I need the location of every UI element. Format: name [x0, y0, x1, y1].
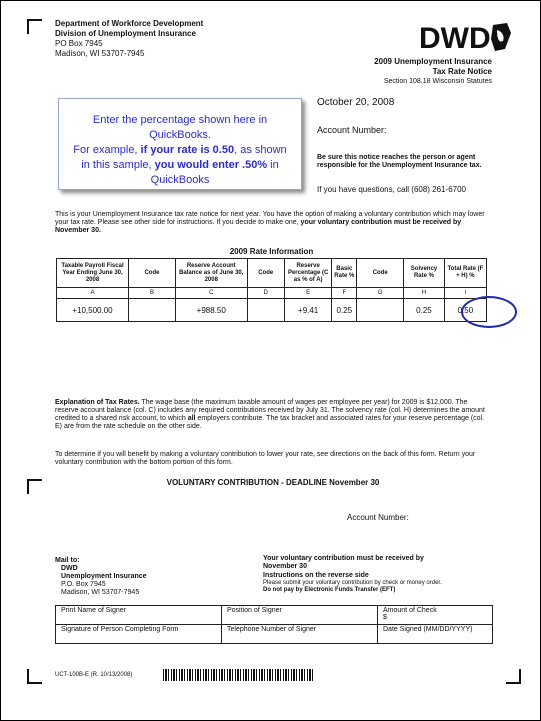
column-letter: G — [357, 288, 404, 299]
mail-to-line: DWD — [61, 565, 78, 572]
notice-title: 2009 Unemployment Insurance — [374, 57, 492, 66]
quickbooks-instruction-callout — [58, 98, 302, 190]
field-label: Print Name of Signer — [61, 607, 126, 614]
sender-line: Madison, WI 53707-7945 — [55, 49, 145, 58]
mail-to-line: P.O. Box 7945 — [61, 581, 106, 588]
signature-field[interactable] — [56, 625, 222, 644]
code-g-value — [357, 299, 404, 322]
statute-reference: Section 108.18 Wisconsin Statutes — [383, 78, 492, 85]
date-signed-field[interactable] — [378, 625, 493, 644]
column-letter: D — [247, 288, 284, 299]
explanation-text: employers contribute. The tax bracket and associated rates for your reserve percentage (col. E) are from the rate schedule on the other side. — [55, 415, 485, 430]
corner-mark-bottom-left — [27, 669, 42, 684]
callout-bold: you would enter .50% — [154, 159, 268, 171]
instructions-line: Instructions on the reverse side — [263, 572, 369, 579]
callout-text: , as shown in this sample, — [81, 144, 287, 171]
column-letter: H — [404, 288, 445, 299]
header-cell: Code — [247, 259, 284, 288]
column-letter: E — [284, 288, 332, 299]
notice-date: October 20, 2008 — [317, 97, 395, 108]
reserve-percentage-value: +9.41 — [284, 299, 332, 322]
sender-line: Department of Workforce Development — [55, 19, 204, 28]
amount-of-check-field[interactable] — [378, 606, 493, 625]
header-cell: Code — [128, 259, 175, 288]
voluntary-account-label: Account Number: — [347, 513, 409, 522]
header-cell: Reserve Account Balance as of June 30, 2008 — [175, 259, 247, 288]
total-rate-value: 0.50 — [444, 299, 486, 322]
eft-line: Do not pay by Electronic Funds Transfer (EFT) — [263, 587, 396, 593]
table-letter-row — [57, 288, 487, 299]
header-cell: Solvency Rate % — [404, 259, 445, 288]
field-label: Amount of Check — [383, 607, 437, 614]
total-rate-highlight-oval — [461, 296, 517, 328]
callout-text: in QuickBooks — [150, 159, 279, 186]
rate-table-title: 2009 Rate Information — [229, 247, 314, 256]
form-row — [56, 606, 493, 625]
intro-bold: your voluntary contribution must be received by November 30. — [55, 219, 462, 234]
explanation-text: The wage base (the maximum taxable amount of wages per employee per year) for 2009 is $12,000. The reserve account balance (col. C) includes any required contributions received by July 31. The solvency rate (col. H) determines the amount credited to a shared risk account, to which — [55, 399, 485, 422]
intro-paragraph — [55, 211, 491, 235]
barcode — [163, 669, 315, 681]
basic-rate-value: 0.25 — [332, 299, 357, 322]
submit-line: Please submit your voluntary contribution by check or money order. — [263, 580, 442, 586]
column-letter: A — [57, 288, 129, 299]
notice-subtitle: Tax Rate Notice — [432, 67, 492, 76]
intro-text: This is your Unemployment Insurance tax rate notice for next year. You have the option of making a voluntary contribution which may lower your tax rate. Please see other side for instructions. If you decide to make one, — [55, 211, 485, 226]
reserve-balance-value: +988.50 — [175, 299, 247, 322]
column-letter: C — [175, 288, 247, 299]
field-label: Date Signed (MM/DD/YYYY) — [383, 626, 473, 633]
sender-line: PO Box 7945 — [55, 39, 103, 48]
dwd-logo — [419, 19, 513, 55]
sender-address — [55, 19, 203, 59]
corner-mark-mid-left — [27, 479, 42, 494]
callout-example — [59, 143, 301, 188]
mail-to-line: Madison, WI 53707-7945 — [61, 589, 140, 596]
header-cell: Taxable Payroll Fiscal Year Ending June 30, 2008 — [57, 259, 129, 288]
received-block — [263, 555, 493, 594]
questions-phone: If you have questions, call (608) 261-6700 — [317, 185, 466, 194]
amount-value: $ — [383, 614, 387, 621]
explanation-bold: all — [187, 415, 196, 422]
field-label: Telephone Number of Signer — [227, 626, 317, 633]
reach-notice: Be sure this notice reaches the person or agent responsible for the Unemployment Insurance tax. — [317, 154, 482, 169]
column-letter: B — [128, 288, 175, 299]
mail-to-label: Mail to: — [55, 557, 80, 564]
solvency-rate-value: 0.25 — [404, 299, 445, 322]
code-d-value — [247, 299, 284, 322]
header-cell: Code — [357, 259, 404, 288]
table-header-row — [57, 259, 487, 288]
explanation-title: Explanation of Tax Rates. — [55, 399, 140, 406]
callout-text: For example, — [73, 144, 141, 156]
field-label: Position of Signer — [227, 607, 282, 614]
rate-information-table — [56, 258, 487, 322]
header-cell: Reserve Percentage (C as % of A) — [284, 259, 332, 288]
column-letter: I — [444, 288, 486, 299]
telephone-field[interactable] — [222, 625, 378, 644]
position-field[interactable] — [222, 606, 378, 625]
header-cell: Basic Rate % — [332, 259, 357, 288]
explanation-paragraph — [55, 399, 491, 431]
corner-mark-bottom-right — [506, 669, 521, 684]
mail-to-line: Unemployment Insurance — [61, 573, 147, 580]
form-code: UCT-100B-E (R. 10/13/2008) — [55, 672, 133, 678]
column-letter: F — [332, 288, 357, 299]
form-row — [56, 625, 493, 644]
print-name-field[interactable] — [56, 606, 222, 625]
field-label: Signature of Person Completing Form — [61, 626, 179, 633]
corner-mark-top-left — [27, 19, 42, 34]
received-date: November 30 — [263, 563, 307, 570]
benefit-paragraph: To determine if you will benefit by making a voluntary contribution to lower your rate, see directions on the back of this form. Return your voluntary contribution with the bottom portion of this form. — [55, 451, 476, 466]
dwd-logo-text: DWD — [419, 22, 491, 55]
voluntary-heading: VOLUNTARY CONTRIBUTION - DEADLINE November 30 — [166, 478, 380, 487]
taxable-payroll-value: +10,500.00 — [57, 299, 129, 322]
callout-line: Enter the percentage shown here in QuickBooks. — [92, 114, 268, 141]
received-line: Your voluntary contribution must be received by — [263, 555, 424, 562]
mail-to-block — [55, 557, 147, 597]
callout-bold: if your rate is 0.50 — [140, 144, 235, 156]
sender-line: Division of Unemployment Insurance — [55, 29, 196, 38]
header-cell: Total Rate (F + H) % — [444, 259, 486, 288]
code-b-value — [128, 299, 175, 322]
account-number-label: Account Number: — [317, 125, 387, 135]
signer-form-table — [55, 605, 493, 644]
table-value-row — [57, 299, 487, 322]
